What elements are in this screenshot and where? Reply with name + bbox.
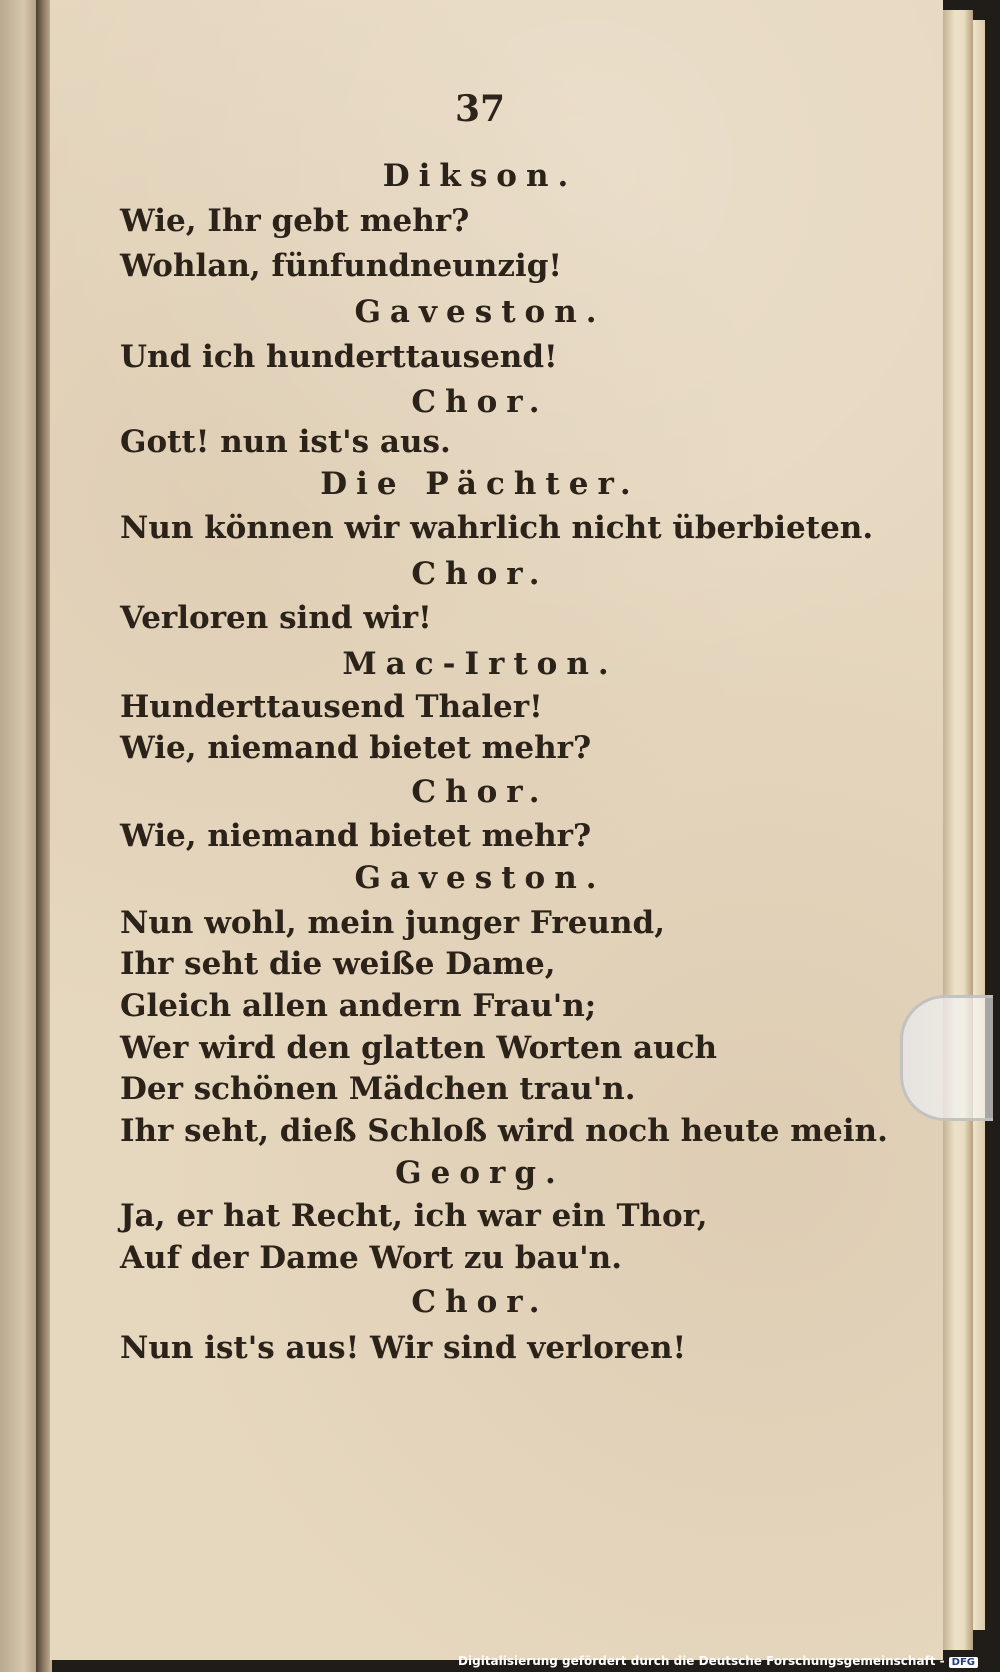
text-line: Verloren sind wir! (120, 600, 432, 636)
text-line: Ja, er hat Recht, ich war ein Thor, (120, 1198, 708, 1234)
text-line: Und ich hunderttausend! (120, 339, 558, 375)
dfg-logo: DFG (949, 1657, 978, 1668)
text-line: Hunderttausend Thaler! (120, 689, 543, 725)
page-stack-strip (973, 20, 985, 1630)
page-clip (900, 995, 993, 1121)
text-line: Wer wird den glatten Worten auch (120, 1030, 718, 1066)
text-line: Nun können wir wahrlich nicht überbieten. (120, 510, 874, 546)
speaker-heading: Gaveston. (354, 860, 606, 896)
text-line: Der schönen Mädchen trau'n. (120, 1071, 636, 1107)
speaker-heading: Die Pächter. (320, 466, 640, 502)
page-stack-edge (943, 10, 973, 1650)
text-line: Wohlan, fünfundneunzig! (120, 248, 562, 284)
text-line: Wie, niemand bietet mehr? (120, 818, 592, 854)
speaker-heading: Gaveston. (354, 294, 606, 330)
page-number: 37 (454, 88, 506, 130)
text-line: Wie, Ihr gebt mehr? (120, 203, 470, 239)
speaker-heading: Chor. (411, 774, 549, 810)
text-line: Ihr seht die weiße Dame, (120, 946, 556, 982)
speaker-heading: Chor. (411, 556, 549, 592)
speaker-heading: Dikson. (382, 158, 578, 194)
text-line: Auf der Dame Wort zu bau'n. (120, 1240, 622, 1276)
text-line: Gleich allen andern Frau'n; (120, 988, 597, 1024)
digitization-credit (458, 1654, 978, 1668)
text-line: Nun wohl, mein junger Freund, (120, 905, 665, 941)
speaker-heading: Mac-Irton. (342, 646, 618, 682)
text-line: Gott! nun ist's aus. (120, 424, 451, 460)
text-line: Ihr seht, dieß Schloß wird noch heute mein. (120, 1113, 888, 1149)
text-line: Nun ist's aus! Wir sind verloren! (120, 1330, 687, 1366)
text-line: Wie, niemand bietet mehr? (120, 730, 592, 766)
speaker-heading: Chor. (411, 1284, 549, 1320)
credit-text: Digitalisierung gefördert durch die Deutsche Forschungsgemeinschaft - (458, 1654, 945, 1668)
speaker-heading: Georg. (395, 1155, 565, 1191)
speaker-heading: Chor. (411, 384, 549, 420)
previous-page-edge (0, 0, 40, 1672)
